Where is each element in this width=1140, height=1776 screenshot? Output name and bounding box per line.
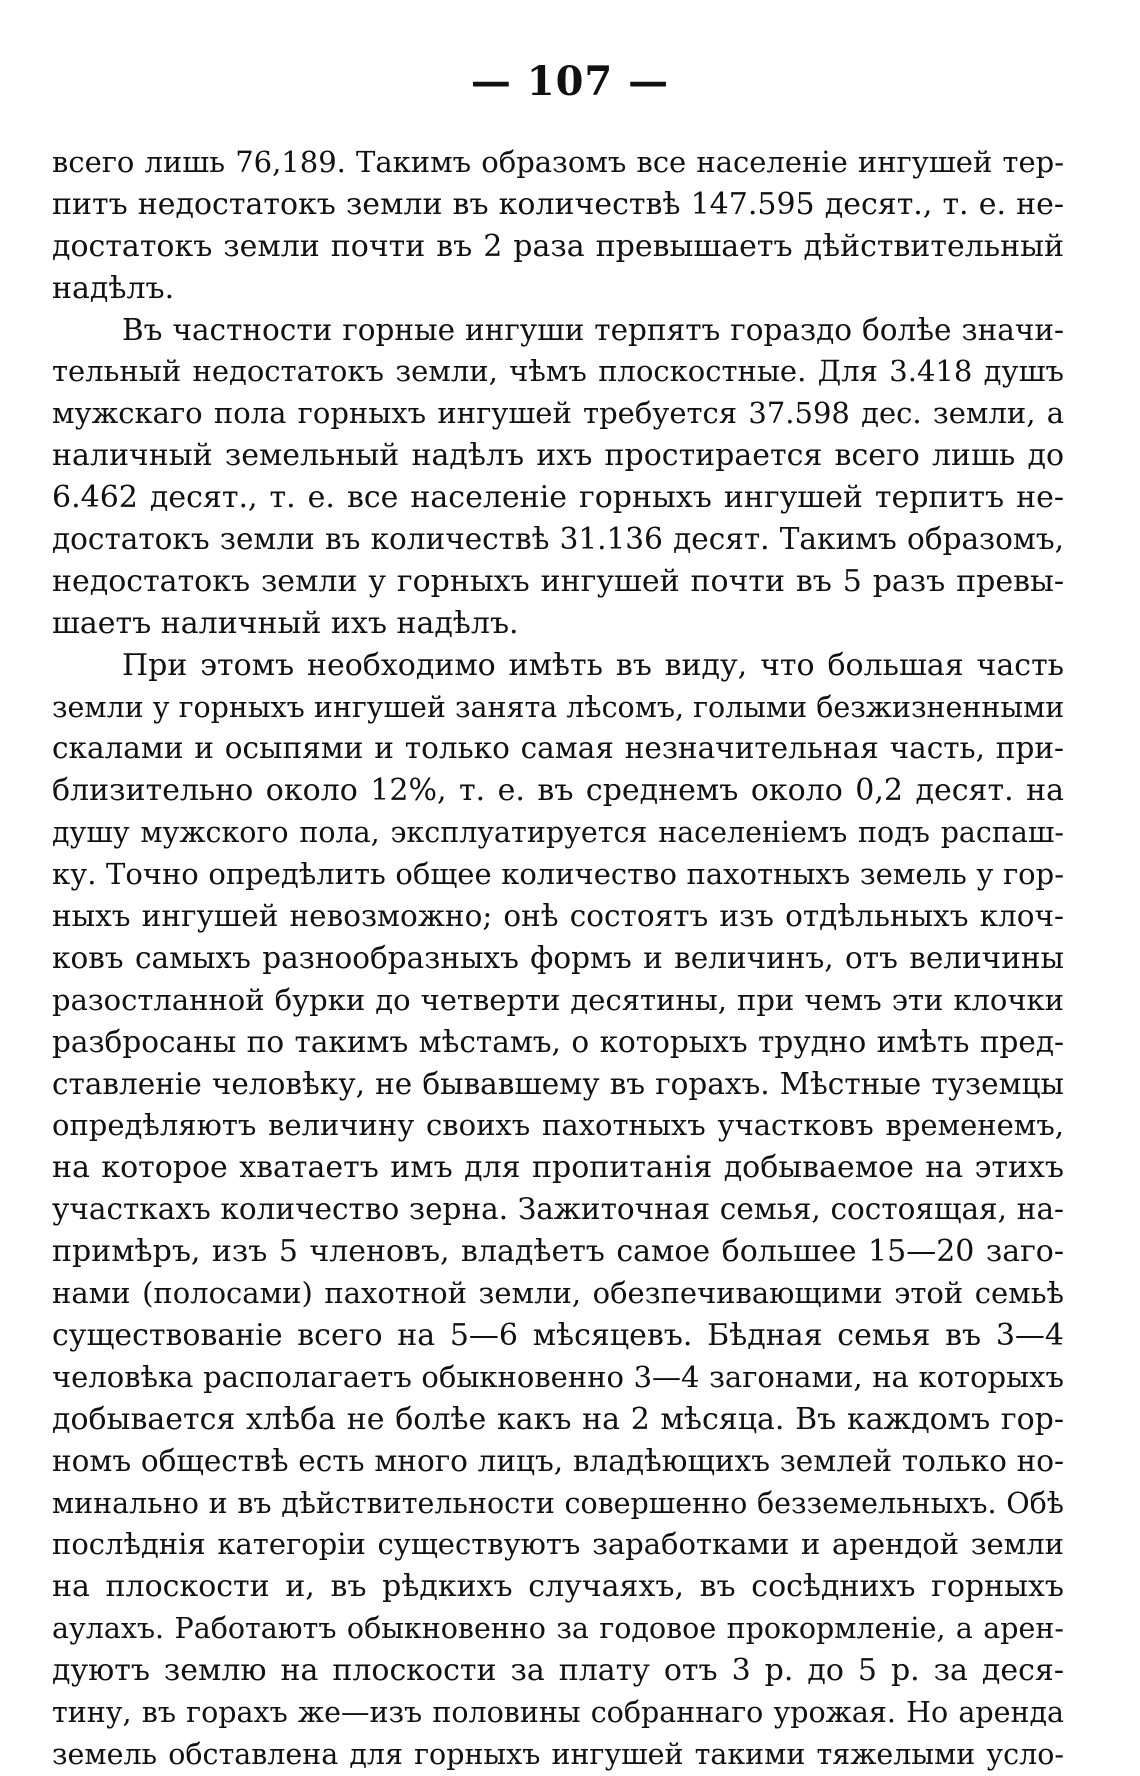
text-line: ковъ самыхъ разнообразныхъ формъ и величинъ, отъ величины — [52, 940, 1064, 975]
text-line: примѣръ, изъ 5 членовъ, владѣетъ самое большее 15—20 заго- — [52, 1234, 1064, 1270]
text-line: существованіе всего на 5—6 мѣсяцевъ. Бѣдная семья въ 3—4 — [52, 1317, 1064, 1353]
text-line: опредѣляютъ величину своихъ пахотныхъ участковъ временемъ, — [52, 1108, 1064, 1143]
page-number: — 107 — — [470, 58, 670, 105]
text-line: всего лишь 76,189. Такимъ образомъ все населеніе ингушей тер- — [52, 145, 1064, 179]
text-line: земли у горныхъ ингушей занята лѣсомъ, голыми безжизненными — [52, 690, 1064, 724]
text-line: 6.462 десят., т. е. все населеніе горныхъ ингушей терпитъ не- — [52, 480, 1064, 516]
text-line: аулахъ. Работаютъ обыкновенно за годовое прокормленіе, а арен- — [52, 1612, 1064, 1646]
text-line: тину, въ горахъ же—изъ половины собраннаго урожая. Но аренда — [52, 1695, 1064, 1729]
text-line: надѣлъ. — [52, 270, 175, 306]
text-line: послѣднія категоріи существуютъ заработками и арендой земли — [52, 1527, 1064, 1562]
text-line: дуютъ землю на плоскости за плату отъ 3 р. до 5 р. за деся- — [52, 1653, 1064, 1689]
text-line: достатокъ земли въ количествѣ 31.136 десят. Такимъ образомъ, — [52, 522, 1064, 557]
text-line: При этомъ необходимо имѣть въ виду, что большая часть — [122, 647, 1064, 683]
body-text — [52, 142, 1064, 1776]
text-line: земель обставлена для горныхъ ингушей такими тяжелыми усло- — [52, 1737, 1064, 1771]
text-line: нами (полосами) пахотной земли, обезпечивающими этой семьѣ — [52, 1276, 1064, 1311]
text-line: скалами и осыпями и только самая незначительная часть, при- — [52, 731, 1064, 766]
text-line: участкахъ количество зерна. Зажиточная семья, состоящая, на- — [52, 1192, 1064, 1227]
text-line: близительно около 12%, т. е. въ среднемъ около 0,2 десят. на — [52, 773, 1064, 809]
text-line: ныхъ ингушей невозможно; онѣ состоятъ изъ отдѣльныхъ клоч- — [52, 899, 1064, 934]
text-line: ставленіе человѣку, не бывавшему въ горахъ. Мѣстные туземцы — [52, 1066, 1064, 1101]
text-line: разбросаны по такимъ мѣстамъ, о которыхъ трудно имѣть пред- — [52, 1024, 1064, 1059]
text-line: разостланной бурки до четверти десятины, при чемъ эти клочки — [52, 982, 1064, 1017]
text-line: тельный недостатокъ земли, чѣмъ плоскостные. Для 3.418 душъ — [52, 354, 1064, 389]
text-line: душу мужского пола, эксплуатируется населеніемъ подъ распаш- — [52, 816, 1064, 850]
text-line: наличный земельный надѣлъ ихъ простирается всего лишь до — [52, 438, 1064, 474]
text-line: шаетъ наличный ихъ надѣлъ. — [52, 605, 519, 641]
text-line: достатокъ земли почти въ 2 раза превышаетъ дѣйствительный — [52, 228, 1064, 264]
text-line: добывается хлѣба не болѣе какъ на 2 мѣсяца. Въ каждомъ гор- — [52, 1401, 1064, 1437]
text-line: ку. Точно опредѣлить общее количество пахотныхъ земель у гор- — [52, 857, 1064, 892]
text-line: на плоскости и, въ рѣдкихъ случаяхъ, въ сосѣднихъ горныхъ — [52, 1569, 1064, 1605]
text-line: человѣка располагаетъ обыкновенно 3—4 загонами, на которыхъ — [52, 1359, 1064, 1394]
text-line: на которое хватаетъ имъ для пропитанія добываемое на этихъ — [52, 1150, 1064, 1186]
text-line: мужскаго пола горныхъ ингушей требуется 37.598 дес. земли, а — [52, 396, 1064, 431]
text-line: минально и въ дѣйствительности совершенно безземельныхъ. Обѣ — [52, 1486, 1064, 1520]
text-line: питъ недостатокъ земли въ количествѣ 147.595 десят., т. е. не- — [52, 186, 1064, 222]
text-line: недостатокъ земли у горныхъ ингушей почти въ 5 разъ превы- — [52, 563, 1064, 599]
text-line: Въ частности горные ингуши терпятъ гораздо болѣе значи- — [122, 312, 1064, 347]
text-line: номъ обществѣ есть много лицъ, владѣющихъ землей только но- — [52, 1443, 1064, 1478]
